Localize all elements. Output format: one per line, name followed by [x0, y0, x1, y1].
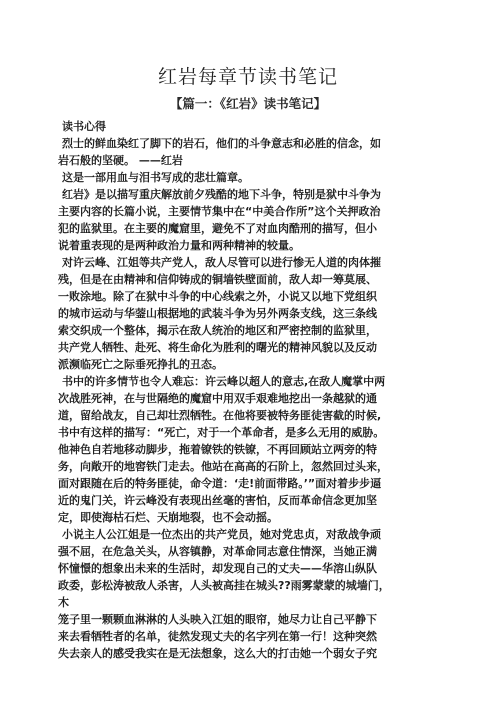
body-line: 岩石般的坚硬。 ——红岩: [58, 154, 183, 167]
body-line: 失去亲人的感受我实在是无法想象，这么大的打击她一个弱女子究: [58, 647, 377, 660]
body-line: 次战胜死神，在与世隔绝的魔窟中用双手艰难地挖出一条越狱的通: [58, 392, 377, 405]
body-line: 共产党人牺牲、赴死、将生命化为胜利的曙光的精神风貌以及反动: [58, 341, 377, 354]
body-line: 来去看牺牲者的名单，徒然发现丈夫的名字列在第一行！这种突然: [58, 630, 377, 643]
document-subtitle: 【篇一：《红岩》读书笔记】: [169, 96, 327, 111]
body-line: 小说主人公江姐是一位杰出的共产党员，她对党忠贞，对敌战争顽: [62, 528, 381, 541]
body-line: 读书心得: [62, 120, 106, 133]
body-line: 一败涂地。除了在狱中斗争的中心线索之外，小说又以地下党组织: [58, 290, 377, 303]
body-line: 烈士的鲜血染红了脚下的岩石，他们的斗争意志和必胜的信念，如: [62, 137, 381, 150]
body-line: 木: [58, 596, 69, 609]
body-line: 怀憧憬的想象出未来的生活时，却发现自己的丈夫——华溶山纵队: [58, 562, 377, 575]
document-title: 红岩每章节读书笔记: [157, 66, 338, 88]
body-line: 务，向敞开的地窖铁门走去。他站在高高的石阶上，忽然回过头来，: [58, 460, 388, 473]
body-line: 近的鬼门关，许云峰没有表现出丝毫的害怕，反而革命信念更加坚: [58, 494, 377, 507]
body-line: 面对跟随在后的特务匪徒，命令道：‘走!前面带路。’”面对着步步逼: [58, 477, 382, 490]
body-line: 道，留给战友，自己却壮烈牺牲。在他将要被特务匪徒害截的时候,: [58, 409, 382, 422]
body-line: 主要内容的长篇小说，主要情节集中在“中美合作所”这个关押政治: [58, 205, 381, 218]
body-line: 强不屈，在危急关头，从容镇静，对革命同志意住情深，当她正满: [58, 545, 377, 558]
body-line: 这是一部用血与泪书写成的悲壮篇章。: [62, 171, 249, 184]
body-line: 红岩》是以描写重庆解放前夕残酷的地下斗争，特别是狱中斗争为: [62, 188, 381, 201]
body-line: 说着重表现的是两种政治力量和两种精神的较量。: [58, 239, 300, 252]
body-line: 索交织成一个整体，揭示在敌人统治的地区和严密控制的监狱里，: [58, 324, 377, 337]
body-line: 政委，彭松涛被敌人杀害，人头被高挂在城头??雨雾蒙蒙的城墙门，: [58, 579, 390, 592]
document-body: [58, 118, 458, 662]
body-line: 对许云峰、江姐等共产党人，敌人尽管可以进行惨无人道的肉体摧: [62, 256, 381, 269]
body-line: 派濒临死亡之际垂死挣扎的丑态。: [58, 358, 223, 371]
body-line: 他神色自若地移动脚步，拖着镣铁的铁镣，不再回顾站立两旁的特: [58, 443, 377, 456]
body-line: 笼子里一颗颗血淋淋的人头映入江姐的眼帘，她尽力让自己平静下: [58, 613, 377, 626]
body-line: 残，但是在由精神和信仰铸成的铜墙铁壁面前，敌人却一筹莫展、: [58, 273, 377, 286]
body-line: 犯的监狱里。在主要的魔窟里，避免不了对血肉酷刑的描写，但小: [58, 222, 377, 235]
body-line: 书中的许多情节也令人难忘：许云峰以超人的意志,在敌人魔掌中两: [62, 375, 386, 388]
body-line: 定，即使海枯石烂、天崩地裂，也不会动摇。: [58, 511, 278, 524]
body-line: 的城市运动与华蓥山根据地的武装斗争为另外两条支线，这三条线: [58, 307, 377, 320]
body-line: 书中有这样的描写：“死亡，对于一个革命者，是多么无用的威胁。: [58, 426, 385, 439]
